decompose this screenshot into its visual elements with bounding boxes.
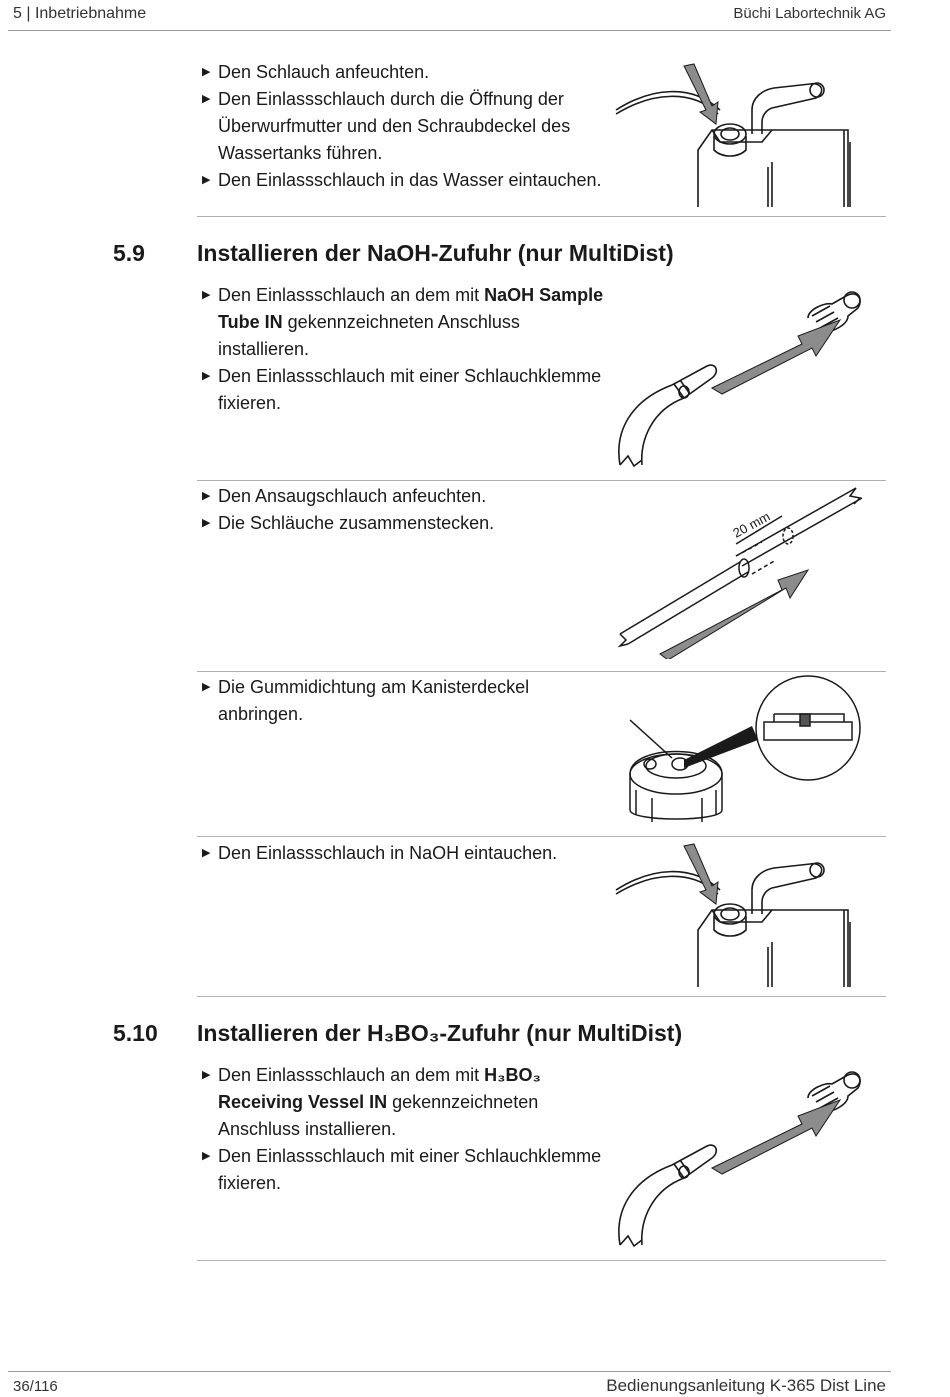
- naoh-install-steps: [200, 282, 610, 417]
- naoh-canister-illustration: [612, 842, 862, 990]
- step-text: gekennzeichneten Anschluss installieren.: [218, 1092, 539, 1139]
- step-item: ▶ Den Einlassschlauch durch die Öffnung der Überwurfmutter und den Schraubdeckel des Wassertanks führen.: [200, 86, 610, 167]
- step-item: ▶ Die Schläuche zusammenstecken.: [200, 510, 610, 537]
- step-item: ▶ Den Ansaugschlauch anfeuchten.: [200, 483, 610, 510]
- hose-connect-steps: [200, 483, 610, 537]
- step-item: ▶ Die Gummidichtung am Kanisterdeckel anbringen.: [200, 674, 570, 728]
- step-item: [200, 1062, 610, 1143]
- hose-connector-illustration: [612, 1060, 872, 1250]
- section-divider: [197, 216, 886, 217]
- page-number: 36/116: [13, 1378, 58, 1395]
- section-divider: [197, 996, 886, 997]
- running-header-chapter: 5 | Inbetriebnahme: [13, 5, 147, 22]
- dimension-label: 20 mm: [730, 508, 773, 541]
- section-title: Installieren der NaOH-Zufuhr (nur MultiDist): [197, 240, 674, 266]
- port-label: H₃BO₃ Receiving Vessel IN: [218, 1065, 541, 1112]
- header-rule: [8, 30, 891, 31]
- section-number: 5.9: [113, 240, 145, 266]
- gasket-steps: [200, 674, 570, 728]
- step-text: Den Einlassschlauch an dem mit: [218, 285, 485, 305]
- section-number: 5.10: [113, 1020, 158, 1046]
- step-item: ▶ Den Einlassschlauch in NaOH eintauchen.: [200, 840, 610, 867]
- section-divider: [197, 671, 886, 672]
- cap-gasket-illustration: [612, 674, 878, 826]
- naoh-immerse-steps: [200, 840, 610, 867]
- section-divider: [197, 836, 886, 837]
- water-tank-steps: [200, 59, 610, 194]
- running-header-company: Büchi Labortechnik AG: [733, 5, 886, 22]
- hose-join-illustration: [612, 484, 872, 659]
- step-item: ▶ Den Einlassschlauch in das Wasser eintauchen.: [200, 167, 610, 194]
- step-item: ▶ Den Einlassschlauch mit einer Schlauchklemme fixieren.: [200, 363, 610, 417]
- manual-title: Bedienungsanleitung K-365 Dist Line: [606, 1376, 886, 1395]
- step-item: [200, 282, 610, 363]
- section-title: Installieren der H₃BO₃-Zufuhr (nur MultiDist): [197, 1020, 683, 1046]
- section-divider: [197, 480, 886, 481]
- port-label: NaOH Sample Tube IN: [218, 285, 604, 332]
- water-canister-illustration: [612, 62, 862, 210]
- step-item: ▶ Den Einlassschlauch mit einer Schlauchklemme fixieren.: [200, 1143, 610, 1197]
- step-item: ▶ Den Schlauch anfeuchten.: [200, 59, 610, 86]
- step-text: Den Einlassschlauch an dem mit: [218, 1065, 485, 1085]
- footer-rule: [8, 1371, 891, 1372]
- hose-connector-illustration: [612, 280, 872, 470]
- h3bo3-install-steps: [200, 1062, 610, 1197]
- step-text: gekennzeichneten Anschluss installieren.: [218, 312, 520, 359]
- section-divider: [197, 1260, 886, 1261]
